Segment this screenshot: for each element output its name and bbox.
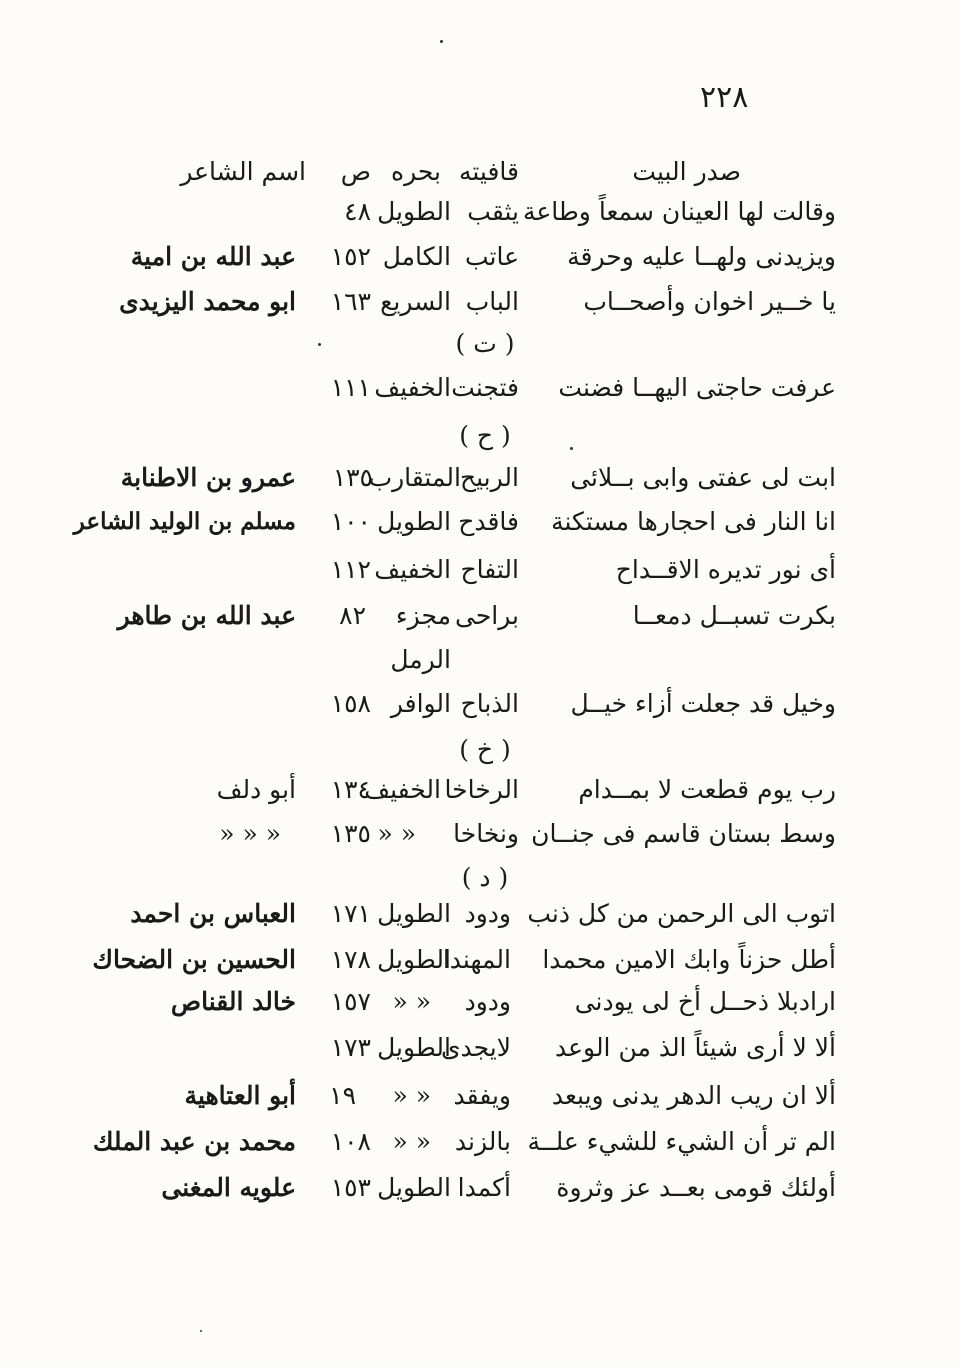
page-ref: ١٧٨ bbox=[330, 945, 371, 974]
poet: محمد بن عبد الملك bbox=[92, 1127, 296, 1156]
bahr: مجزء bbox=[395, 601, 451, 630]
bahr: الكامل bbox=[382, 242, 451, 271]
qafia: ويفقد bbox=[453, 1081, 511, 1110]
table-row bbox=[0, 892, 961, 936]
table-row bbox=[0, 638, 961, 682]
table-header bbox=[0, 150, 961, 194]
table-row bbox=[0, 768, 961, 812]
table-row bbox=[0, 812, 961, 856]
page-ref: ٨٢ bbox=[339, 601, 366, 630]
poet: عمرو بن الاطنابة bbox=[120, 463, 296, 492]
poet: أبو العتاهية bbox=[184, 1081, 296, 1110]
qafia: يثقب bbox=[467, 197, 519, 226]
section-heading: ( خ ) bbox=[459, 735, 511, 764]
header-poet: اسم الشاعر bbox=[180, 157, 306, 186]
sadr: ارادبلا ذحــل أخ لى يودنى bbox=[574, 987, 836, 1016]
table-row bbox=[0, 1166, 961, 1210]
scan-speck bbox=[318, 343, 321, 346]
sadr: أولئك قومى بعــد عز وثروة bbox=[556, 1173, 836, 1202]
page-ref: ١٩ bbox=[329, 1081, 356, 1110]
poet: مسلم بن الوليد الشاعر bbox=[73, 508, 296, 535]
page-ref: ١٣٥ bbox=[330, 819, 371, 848]
qafia: عاتب bbox=[464, 242, 519, 271]
qafia: لايجدى bbox=[440, 1033, 511, 1062]
bahr: الخفيف bbox=[364, 775, 441, 804]
page-ref: ١٣٥ bbox=[332, 463, 373, 492]
bahr: الخفيف bbox=[374, 373, 451, 402]
sadr: انا النار فى احجارها مستكنة bbox=[551, 507, 836, 536]
page-number: ٢٢٨ bbox=[700, 80, 749, 115]
sadr: وقالت لها العينان سمعاً وطاعة bbox=[522, 197, 836, 226]
bahr: الوافر bbox=[390, 689, 451, 718]
page-ref: ١٦٣ bbox=[330, 287, 371, 316]
table-row bbox=[0, 456, 961, 500]
qafia: الرخاخا bbox=[444, 775, 519, 804]
poet: علويه المغنى bbox=[161, 1173, 296, 1202]
qafia: أكمدا bbox=[457, 1173, 511, 1202]
qafia: ودود bbox=[464, 899, 511, 928]
poet: العباس بن احمد bbox=[130, 899, 296, 928]
table-row bbox=[0, 235, 961, 279]
bahr: الطويل bbox=[377, 1033, 451, 1062]
table-row bbox=[0, 1074, 961, 1118]
bahr: الرمل bbox=[390, 645, 451, 674]
qafia: بالزند bbox=[454, 1127, 511, 1156]
qafia: التفاح bbox=[460, 555, 519, 584]
qafia: الذباح bbox=[460, 689, 519, 718]
qafia: الربيح bbox=[460, 463, 519, 492]
bahr: السريع bbox=[380, 287, 451, 316]
section-heading: ( د ) bbox=[461, 863, 509, 892]
table-row bbox=[0, 1026, 961, 1070]
table-row bbox=[0, 594, 961, 638]
bahr: الطويل bbox=[377, 1173, 451, 1202]
scan-speck bbox=[200, 1330, 202, 1332]
poet: خالد القناص bbox=[170, 987, 296, 1016]
page-ref: ١٥٧ bbox=[330, 987, 371, 1016]
page-ref: ١١٢ bbox=[330, 555, 371, 584]
bahr: الطويل bbox=[377, 197, 451, 226]
sadr: وخيل قد جعلت أزاء خيــل bbox=[570, 689, 836, 718]
header-sadr: صدر البيت bbox=[632, 157, 741, 186]
bahr: « « bbox=[392, 1127, 431, 1156]
page-ref: ١٥٣ bbox=[330, 1173, 371, 1202]
page-ref: ١٧٣ bbox=[330, 1033, 371, 1062]
page-ref: ١٥٨ bbox=[330, 689, 371, 718]
sadr: اتوب الى الرحمن من كل ذنب bbox=[527, 899, 836, 928]
page-ref: ١٧١ bbox=[330, 899, 371, 928]
sadr: ابت لى عفتى وابى بــلائى bbox=[570, 463, 836, 492]
qafia: الباب bbox=[465, 287, 519, 316]
qafia: فاقدح bbox=[458, 507, 519, 536]
sadr: أى نور تديره الاقــداح bbox=[615, 555, 836, 584]
table-row bbox=[0, 366, 961, 410]
table-row bbox=[0, 500, 961, 544]
qafia: ونخاخا bbox=[453, 819, 519, 848]
sadr: ألا لا أرى شيئاً الذ من الوعد bbox=[554, 1033, 836, 1062]
sadr: بكرت تسبــل دمعــا bbox=[632, 601, 836, 630]
table-row bbox=[0, 1120, 961, 1164]
poet: أبو دلف bbox=[216, 775, 296, 804]
poet: عبد الله بن طاهر bbox=[117, 601, 296, 630]
bahr: المتقارب bbox=[368, 463, 461, 492]
qafia: المهندا bbox=[442, 945, 511, 974]
section-heading: ( ت ) bbox=[455, 329, 515, 358]
poet: « « « bbox=[219, 819, 281, 848]
bahr: الطويل bbox=[377, 899, 451, 928]
bahr: الطويل bbox=[377, 507, 451, 536]
sadr: وسط بستان قاسم فى جنــان bbox=[531, 819, 836, 848]
qafia: فتجنت bbox=[451, 373, 519, 402]
page-ref: ١٣٤ bbox=[330, 775, 371, 804]
scan-speck bbox=[570, 447, 573, 450]
bahr: « « bbox=[392, 987, 431, 1016]
poet: ابو محمد اليزيدى bbox=[119, 287, 296, 316]
bahr: « « bbox=[377, 819, 416, 848]
bahr: الطويل bbox=[377, 945, 451, 974]
scan-speck bbox=[440, 40, 443, 43]
section-heading: ( ح ) bbox=[459, 421, 511, 450]
header-qafia: قافيته bbox=[458, 157, 519, 186]
page-ref: ٤٨ bbox=[344, 197, 371, 226]
sadr: أطل حزناً وابك الامين محمدا bbox=[542, 945, 836, 974]
qafia: ودود bbox=[464, 987, 511, 1016]
page-ref: ١٠٨ bbox=[330, 1127, 371, 1156]
sadr: الم تر أن الشيء للشيء علــة bbox=[527, 1127, 836, 1156]
qafia: براحى bbox=[455, 601, 519, 630]
page-ref: ١٠٠ bbox=[330, 507, 371, 536]
poet: عبد الله بن امية bbox=[130, 242, 296, 271]
header-page: ص bbox=[340, 157, 371, 186]
sadr: ألا ان ريب الدهر يدنى ويبعد bbox=[551, 1081, 836, 1110]
bahr: « « bbox=[392, 1081, 431, 1110]
table-row bbox=[0, 548, 961, 592]
page-ref: ١٥٢ bbox=[330, 242, 371, 271]
page-ref: ١١١ bbox=[330, 373, 371, 402]
sadr: يا خــير اخوان وأصحــاب bbox=[583, 287, 836, 316]
sadr: عرفت حاجتى اليهــا فضنت bbox=[558, 373, 836, 402]
bahr: الخفيف bbox=[374, 555, 451, 584]
header-bahr: بحره bbox=[391, 157, 441, 186]
table-row bbox=[0, 682, 961, 726]
table-row bbox=[0, 980, 961, 1024]
table-row bbox=[0, 938, 961, 982]
poet: الحسين بن الضحاك bbox=[92, 945, 296, 974]
table-row bbox=[0, 280, 961, 324]
sadr: ويزيدنى ولهــا عليه وحرقة bbox=[567, 242, 836, 271]
sadr: رب يوم قطعت لا بمــدام bbox=[578, 775, 836, 804]
table-row bbox=[0, 190, 961, 234]
